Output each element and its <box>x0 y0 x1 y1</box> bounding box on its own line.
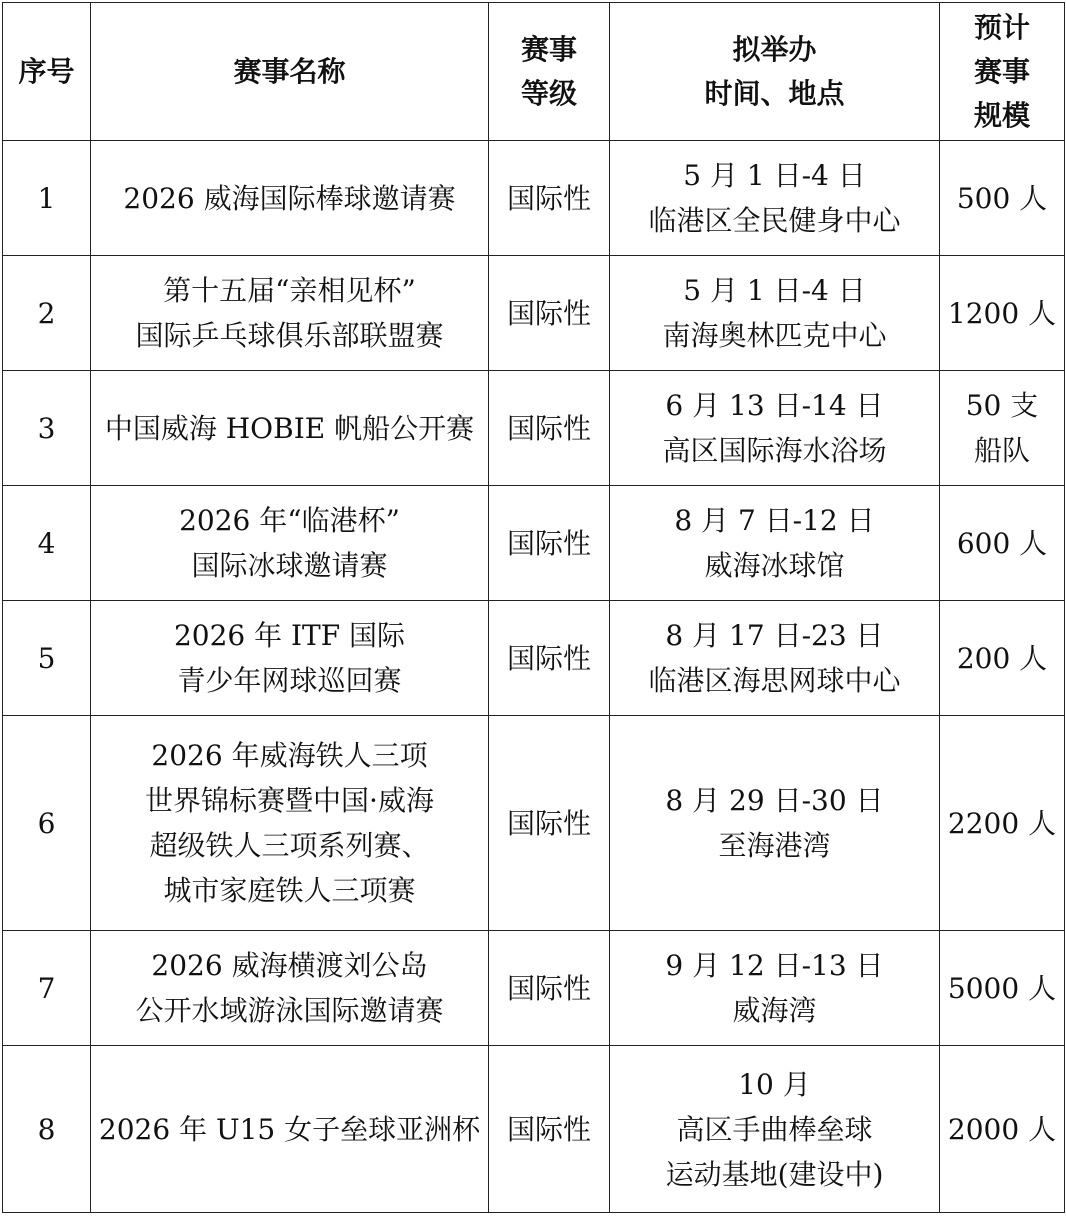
header-index: 序号 <box>3 3 91 141</box>
row-index: 1 <box>3 141 91 256</box>
row-time-place: 9 月 12 日-13 日 威海湾 <box>610 931 940 1046</box>
row-event-name: 2026 年 U15 女子垒球亚洲杯 <box>91 1046 489 1213</box>
row-scale: 1200 人 <box>940 256 1065 371</box>
row-event-name: 2026 威海国际棒球邀请赛 <box>91 141 489 256</box>
header-level: 赛事 等级 <box>489 3 610 141</box>
row-time-place: 10 月 高区手曲棒垒球 运动基地(建设中) <box>610 1046 940 1213</box>
table-row <box>3 486 1065 601</box>
header-time-place: 拟举办 时间、地点 <box>610 3 940 141</box>
row-index: 3 <box>3 371 91 486</box>
row-time-place: 6 月 13 日-14 日 高区国际海水浴场 <box>610 371 940 486</box>
row-level: 国际性 <box>489 601 610 716</box>
row-level: 国际性 <box>489 371 610 486</box>
header-scale: 预计 赛事 规模 <box>940 3 1065 141</box>
row-event-name: 第十五届“亲相见杯” 国际乒乓球俱乐部联盟赛 <box>91 256 489 371</box>
table-row <box>3 371 1065 486</box>
row-event-name: 2026 年 ITF 国际 青少年网球巡回赛 <box>91 601 489 716</box>
row-level: 国际性 <box>489 716 610 931</box>
header-event-name: 赛事名称 <box>91 3 489 141</box>
table-row <box>3 256 1065 371</box>
row-scale: 2200 人 <box>940 716 1065 931</box>
row-level: 国际性 <box>489 256 610 371</box>
row-time-place: 8 月 29 日-30 日 至海港湾 <box>610 716 940 931</box>
row-scale: 50 支 船队 <box>940 371 1065 486</box>
table-row <box>3 716 1065 931</box>
row-scale: 500 人 <box>940 141 1065 256</box>
row-index: 8 <box>3 1046 91 1213</box>
row-event-name: 2026 威海横渡刘公岛 公开水域游泳国际邀请赛 <box>91 931 489 1046</box>
row-event-name: 2026 年威海铁人三项 世界锦标赛暨中国·威海 超级铁人三项系列赛、 城市家庭铁人三项赛 <box>91 716 489 931</box>
table-row <box>3 931 1065 1046</box>
row-level: 国际性 <box>489 1046 610 1213</box>
row-time-place: 8 月 7 日-12 日 威海冰球馆 <box>610 486 940 601</box>
row-index: 6 <box>3 716 91 931</box>
row-scale: 600 人 <box>940 486 1065 601</box>
row-level: 国际性 <box>489 931 610 1046</box>
row-level: 国际性 <box>489 486 610 601</box>
table-row <box>3 141 1065 256</box>
row-level: 国际性 <box>489 141 610 256</box>
events-table <box>2 2 1065 1213</box>
row-event-name: 2026 年“临港杯” 国际冰球邀请赛 <box>91 486 489 601</box>
row-event-name: 中国威海 HOBIE 帆船公开赛 <box>91 371 489 486</box>
row-index: 5 <box>3 601 91 716</box>
table-row <box>3 601 1065 716</box>
row-index: 7 <box>3 931 91 1046</box>
row-scale: 5000 人 <box>940 931 1065 1046</box>
row-time-place: 5 月 1 日-4 日 临港区全民健身中心 <box>610 141 940 256</box>
row-scale: 200 人 <box>940 601 1065 716</box>
table-row <box>3 1046 1065 1213</box>
row-time-place: 8 月 17 日-23 日 临港区海思网球中心 <box>610 601 940 716</box>
row-index: 4 <box>3 486 91 601</box>
row-index: 2 <box>3 256 91 371</box>
header-row <box>3 3 1065 141</box>
row-scale: 2000 人 <box>940 1046 1065 1213</box>
row-time-place: 5 月 1 日-4 日 南海奥林匹克中心 <box>610 256 940 371</box>
